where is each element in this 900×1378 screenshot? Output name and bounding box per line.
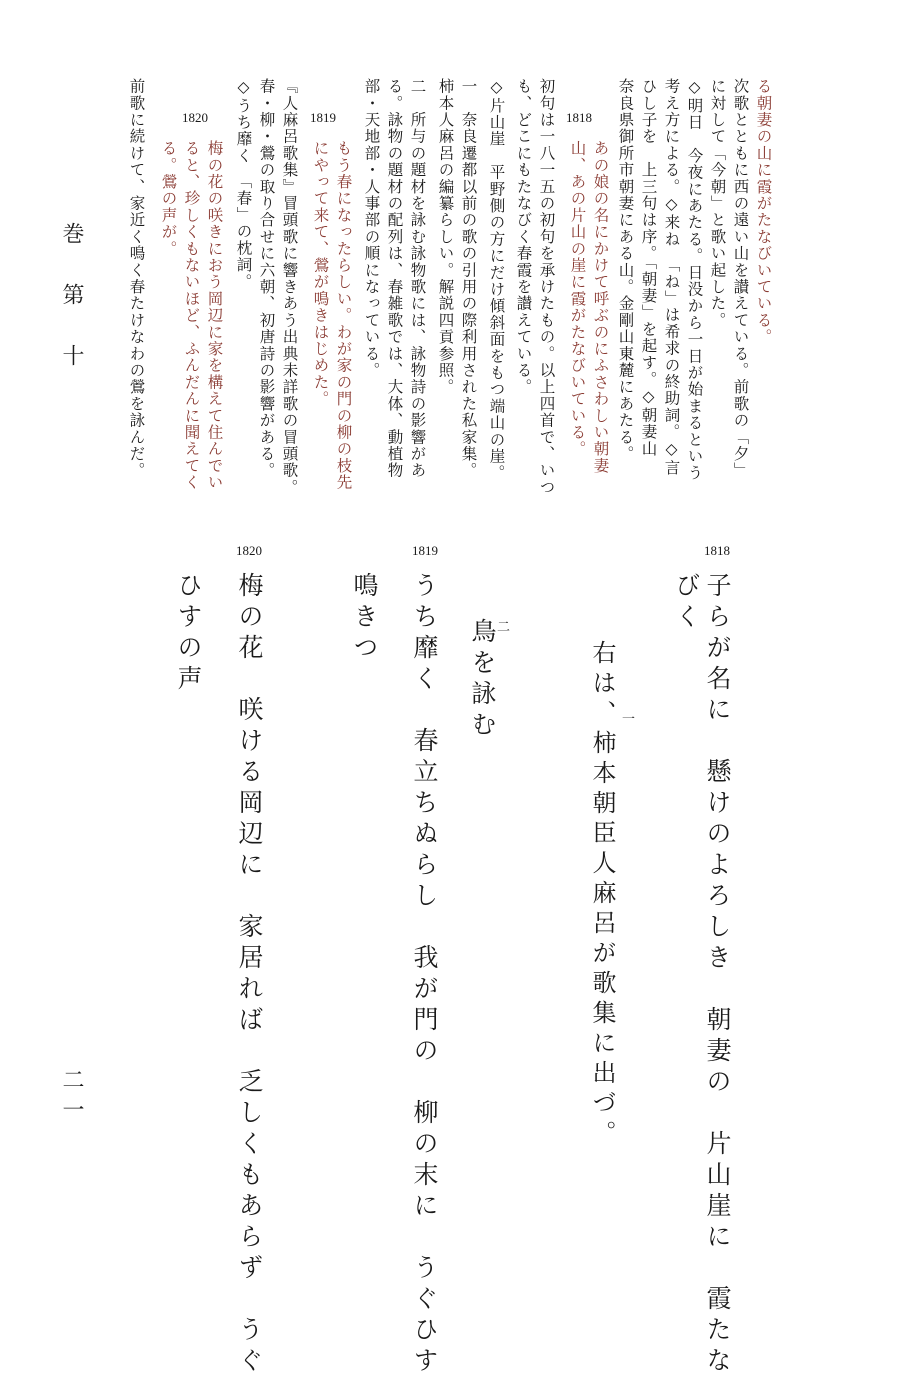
annotation-line: に対して「今朝」と歌い起した。 [708,78,727,329]
poem-1818-note: 右は、柿本朝臣人麻呂が歌集に出づ。 [588,640,616,1150]
annotation-line: 奈良県御所市朝妻にある山。金剛山東麓にあたる。 [616,78,635,463]
annotation-line: る。詠物の題材の配列は、春雑歌では、大体、動植物 [385,78,404,479]
footnote-mark: 一 [622,711,636,726]
poem-1819-line: うち靡く 春立ちぬらし 我が門の 柳の末に うぐひす [410,572,439,1378]
annotation-line: ◇片山崖 平野側の方にだけ傾斜面をもつ端山の崖。 [487,78,506,482]
annotation-line: 春・柳・鶯の取り合せに六朝、初唐詩の影響がある。 [257,78,276,479]
poem-1818-line: びく [672,572,701,634]
poem-1820-line: ひすの声 [174,572,203,696]
footnote-mark: 二 [497,619,511,634]
annotation-footnote-2: 二 所与の題材を詠む詠物歌には、詠物詩の影響があ [408,78,427,479]
poem-1819-line: 鳴きつ [350,572,379,665]
annotation-line: 次歌とともに西の遠い山を讃えている。前歌の「夕」 [731,78,750,479]
annotation-translation: 梅の花の咲きにおう岡辺に家を構えて住んでい [205,140,224,491]
annotation-number-1819: 1819 [310,110,336,125]
annotation-line: 前歌に続けて、家近く鳴く春たけなわの鶯を詠んだ。 [127,78,146,479]
annotation-translation: 山、あの片山の崖に霞がたなびいている。 [568,140,587,458]
poem-1820-line: 梅の花 咲ける岡辺に 家居れば 乏しくもあらず うぐ [235,572,264,1378]
poem-number-1819: 1819 [412,543,438,558]
annotation-translation: あの娘の名にかけて呼ぶのにふさわしい朝妻 [591,140,610,474]
annotation-line: ◇うち靡く 「春」の枕詞。 [234,78,253,290]
annotation-translation: ると、珍しくもないほど、ふんだんに聞えてく [182,140,201,491]
section-heading: 鳥を詠む [468,618,497,742]
annotation-line: 初句は一八一五の初句を承けたもの。以上四首で、いつ [537,78,556,496]
page-number: 二一 [59,1068,84,1128]
annotation-footnote-1: 一 奈良遷都以前の歌の引用の際利用された私家集。 [459,78,478,479]
annotation-translation: にやって来て、鶯が鳴きはじめた。 [311,140,330,408]
annotation-line: る朝妻の山に霞がたなびいている。 [754,78,773,346]
annotation-line: 柿本人麻呂の編纂らしい。解説四貢参照。 [436,78,455,396]
annotation-line: ◇明日 今夜にあたる。日没から一日が始まるという [685,78,704,482]
annotation-line: ひし子を 上三句は序。「朝妻」を起す。◇朝妻山 [639,78,658,457]
annotation-translation: る。鶯の声が。 [159,140,178,257]
poem-number-1820: 1820 [236,543,262,558]
annotation-translation: もう春になったらしい。わが家の門の柳の枝先 [334,140,353,491]
annotation-number-1820: 1820 [182,110,208,125]
annotation-line: 部・天地部・人事部の順になっている。 [362,78,381,379]
poem-1818-line: 子らが名に 懸けのよろしき 朝妻の 片山崖に 霞たな [703,572,732,1378]
volume-title: 巻 第 十 [59,222,84,382]
annotation-line: 考え方による。◇来ね 「ね」は希求の終助詞。◇言 [662,78,681,477]
poem-number-1818: 1818 [704,543,730,558]
annotation-line: 『人麻呂歌集』冒頭歌に響きあう出典未詳歌の冒頭歌。 [280,78,299,496]
annotation-number-1818: 1818 [566,110,592,125]
annotation-line: も、どこにもたなびく春霞を讃えている。 [514,78,533,396]
